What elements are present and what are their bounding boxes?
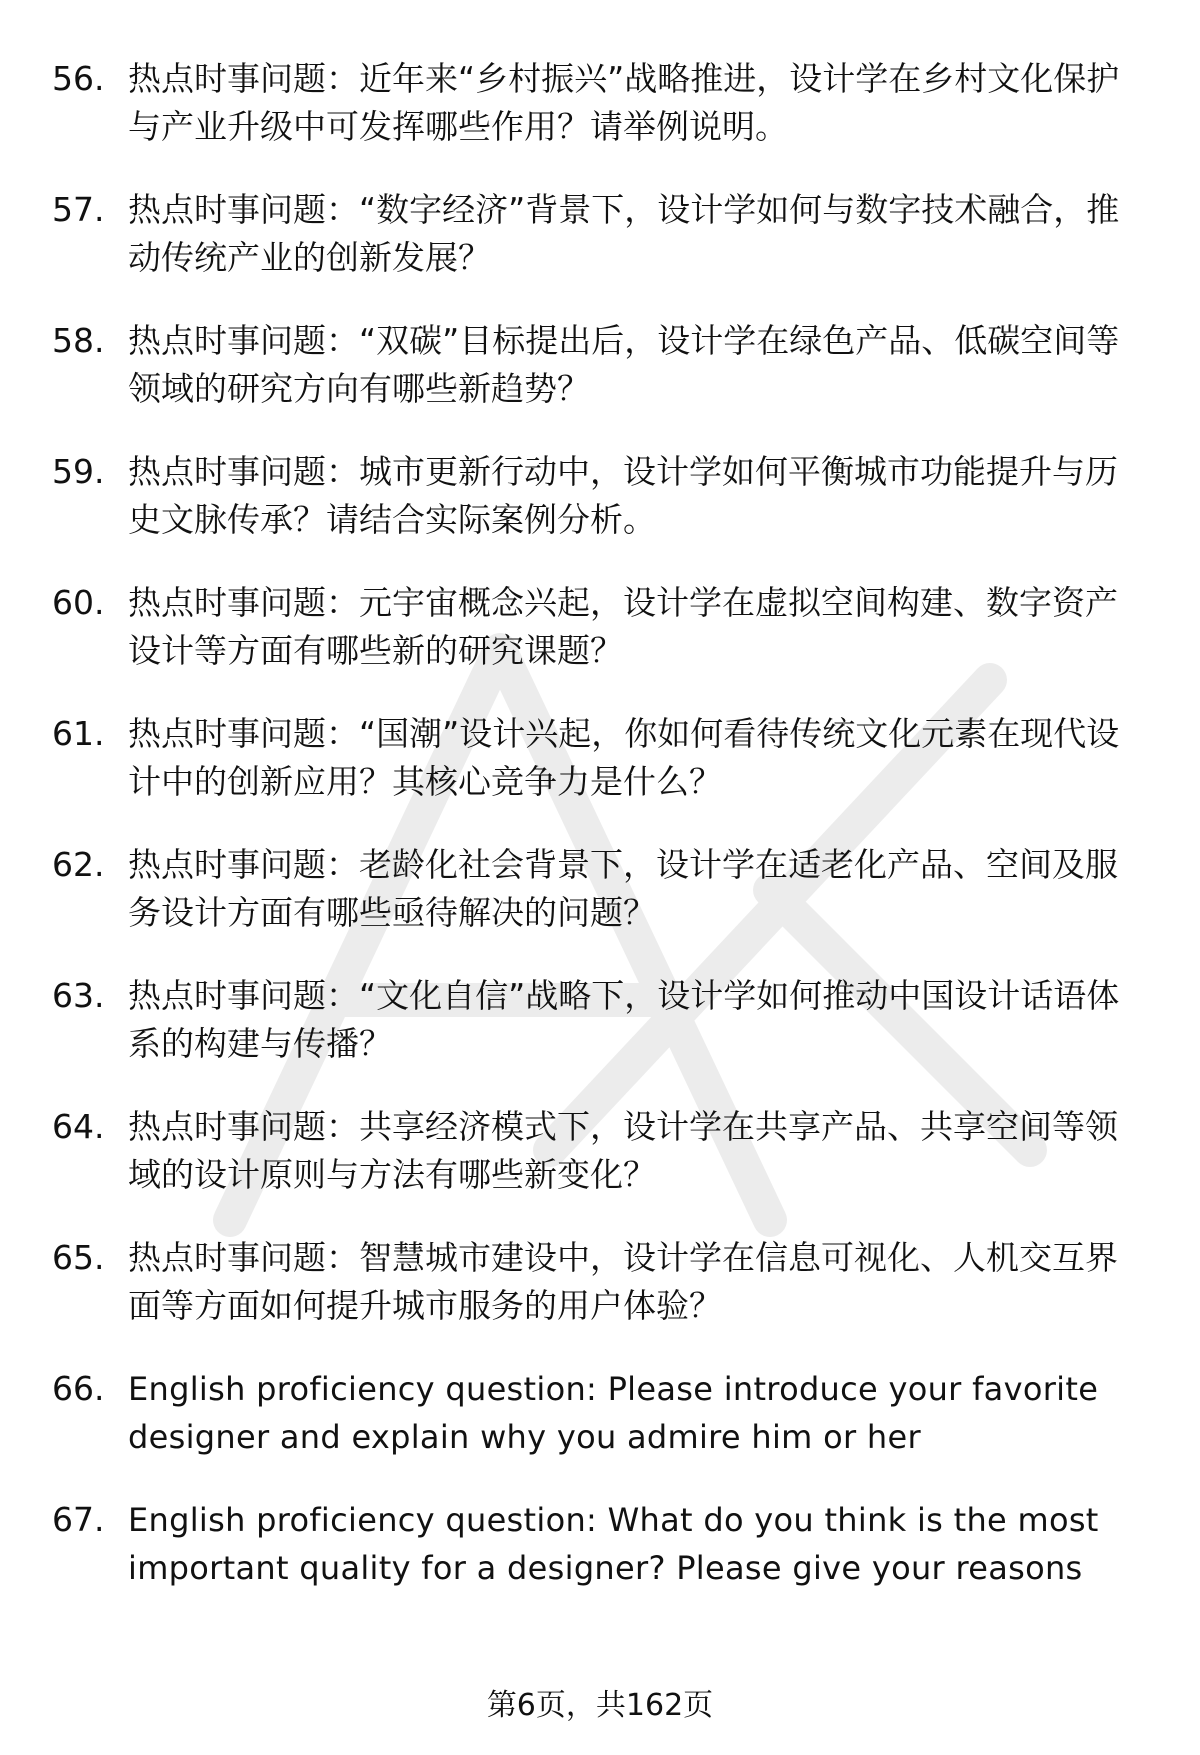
- question-item: [0, 55, 1200, 151]
- question-text: 热点时事问题：老龄化社会背景下，设计学在适老化产品、空间及服务设计方面有哪些亟待解决的问题？: [128, 845, 1118, 932]
- question-item: [0, 1103, 1200, 1199]
- question-text: 热点时事问题：“国潮”设计兴起，你如何看待传统文化元素在现代设计中的创新应用？其核心竞争力是什么？: [128, 714, 1120, 801]
- question-number: 66.: [52, 1369, 105, 1408]
- question-text: 热点时事问题：“数字经济”背景下，设计学如何与数字技术融合，推动传统产业的创新发展？: [128, 190, 1120, 277]
- question-number: 57.: [52, 190, 105, 229]
- question-item: [0, 448, 1200, 544]
- question-text: 热点时事问题：共享经济模式下，设计学在共享产品、共享空间等领域的设计原则与方法有哪些新变化？: [128, 1107, 1118, 1194]
- question-item: [0, 972, 1200, 1068]
- question-text: 热点时事问题：“文化自信”战略下，设计学如何推动中国设计话语体系的构建与传播？: [128, 976, 1120, 1063]
- question-number: 62.: [52, 845, 105, 884]
- question-text: 热点时事问题：城市更新行动中，设计学如何平衡城市功能提升与历史文脉传承？请结合实际案例分析。: [128, 452, 1118, 539]
- question-item: [0, 186, 1200, 282]
- question-item: [0, 710, 1200, 806]
- question-number: 65.: [52, 1238, 105, 1277]
- question-number: 64.: [52, 1107, 105, 1146]
- question-list: [0, 55, 1200, 1627]
- question-item: [0, 1365, 1200, 1461]
- question-number: 59.: [52, 452, 105, 491]
- question-text: 热点时事问题：智慧城市建设中，设计学在信息可视化、人机交互界面等方面如何提升城市服务的用户体验？: [128, 1238, 1118, 1325]
- question-number: 61.: [52, 714, 105, 753]
- question-text: 热点时事问题：“双碳”目标提出后，设计学在绿色产品、低碳空间等领域的研究方向有哪些新趋势？: [128, 321, 1120, 408]
- question-text: English proficiency question: What do you think is the most important quality for a designer? Please give your reasons: [128, 1501, 1099, 1587]
- page-footer: 第6页，共162页: [486, 1688, 714, 1723]
- question-text: 热点时事问题：近年来“乡村振兴”战略推进，设计学在乡村文化保护与产业升级中可发挥哪些作用？请举例说明。: [128, 59, 1120, 146]
- question-number: 58.: [52, 321, 105, 360]
- question-number: 56.: [52, 59, 105, 98]
- question-item: [0, 317, 1200, 413]
- question-number: 67.: [52, 1500, 105, 1539]
- question-number: 60.: [52, 583, 105, 622]
- question-number: 63.: [52, 976, 105, 1015]
- question-item: [0, 579, 1200, 675]
- question-item: [0, 1234, 1200, 1330]
- question-text: 热点时事问题：元宇宙概念兴起，设计学在虚拟空间构建、数字资产设计等方面有哪些新的研究课题？: [128, 583, 1118, 670]
- question-item: [0, 841, 1200, 937]
- question-item: [0, 1496, 1200, 1592]
- question-text: English proficiency question: Please introduce your favorite designer and explain why you admire him or her: [128, 1370, 1099, 1456]
